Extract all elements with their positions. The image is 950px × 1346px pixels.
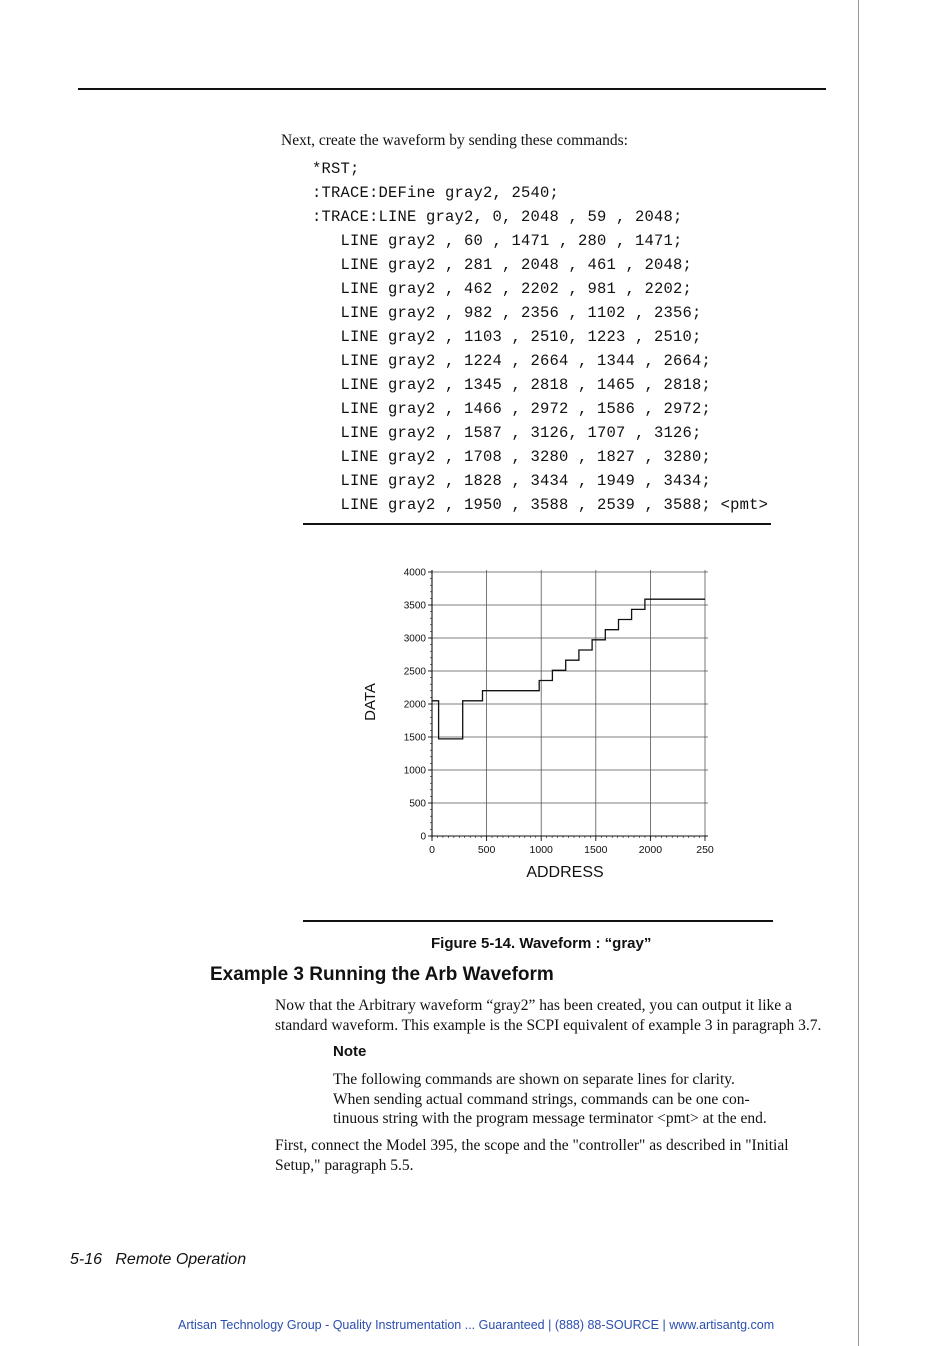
- code-line: LINE gray2 , 462 , 2202 , 981 , 2202;: [312, 280, 693, 298]
- code-line: LINE gray2 , 281 , 2048 , 461 , 2048;: [312, 256, 693, 274]
- chart-ticks: [404, 568, 714, 857]
- x-tick-label: 500: [477, 844, 496, 856]
- code-line: LINE gray2 , 60 , 1471 , 280 , 1471;: [312, 232, 683, 250]
- code-line: LINE gray2 , 1103 , 2510, 1223 , 2510;: [312, 328, 702, 346]
- figure-caption: Figure 5-14. Waveform : “gray”: [431, 935, 652, 952]
- section-body-line-1: Now that the Arbitrary waveform “gray2” has been created, you can output it like a: [275, 997, 792, 1014]
- y-tick-label: 3000: [403, 633, 426, 645]
- y-tick-label: 4000: [403, 567, 426, 579]
- x-tick-label: 1000: [529, 844, 553, 856]
- page-edge-line: [858, 0, 859, 1346]
- x-tick-label: 2000: [638, 844, 663, 856]
- chart-series: [432, 599, 705, 739]
- code-line: LINE gray2 , 1345 , 2818 , 1465 , 2818;: [312, 376, 712, 394]
- code-line: :TRACE:LINE gray2, 0, 2048 , 59 , 2048;: [312, 208, 683, 226]
- y-tick-label: 1500: [403, 732, 426, 744]
- code-line: LINE gray2 , 1587 , 3126, 1707 , 3126;: [312, 424, 702, 442]
- x-tick-label: 0: [429, 844, 435, 856]
- note-line-3: tinuous string with the program message terminator <pmt> at the end.: [333, 1110, 767, 1127]
- closing-line-1: First, connect the Model 395, the scope and the "controller" as described in "Initial: [275, 1137, 789, 1154]
- section-title: Example 3 Running the Arb Waveform: [210, 964, 554, 985]
- intro-text: Next, create the waveform by sending these commands:: [281, 132, 628, 149]
- y-tick-label: 3500: [403, 600, 426, 612]
- closing-line-2: Setup," paragraph 5.5.: [275, 1157, 414, 1174]
- page-footer-label: 5-16 Remote Operation: [70, 1251, 247, 1268]
- code-bottom-rule: [303, 523, 771, 525]
- code-line: LINE gray2 , 1950 , 3588 , 2539 , 3588; <pmt>: [312, 496, 769, 514]
- x-tick-label: 250: [696, 844, 714, 856]
- code-line: LINE gray2 , 1466 , 2972 , 1586 , 2972;: [312, 400, 712, 418]
- note-line-1: The following commands are shown on separate lines for clarity.: [333, 1071, 735, 1088]
- y-tick-label: 500: [409, 798, 426, 810]
- waveform-series-line: [432, 599, 705, 739]
- x-axis-label: ADDRESS: [526, 864, 604, 881]
- section-body-line-2: standard waveform. This example is the SCPI equivalent of example 3 in paragraph 3.7.: [275, 1017, 822, 1034]
- vendor-footer-link[interactable]: Artisan Technology Group - Quality Instrumentation ... Guaranteed | (888) 88-SOURCE | www.artisantg.com: [178, 1318, 775, 1332]
- y-tick-label: 0: [420, 831, 426, 843]
- top-rule: [78, 88, 826, 90]
- code-line: LINE gray2 , 1828 , 3434 , 1949 , 3434;: [312, 472, 712, 490]
- code-line: :TRACE:DEFine gray2, 2540;: [312, 184, 560, 202]
- y-axis-label: DATA: [362, 683, 379, 721]
- note-line-2: When sending actual command strings, commands can be one con-: [333, 1091, 750, 1108]
- waveform-chart: [355, 560, 725, 890]
- x-tick-label: 1500: [584, 844, 608, 856]
- code-line: LINE gray2 , 1708 , 3280 , 1827 , 3280;: [312, 448, 712, 466]
- y-tick-label: 2000: [403, 699, 426, 711]
- note-heading: Note: [333, 1043, 367, 1060]
- chart-grid: [432, 570, 708, 836]
- code-line: LINE gray2 , 1224 , 2664 , 1344 , 2664;: [312, 352, 712, 370]
- y-tick-label: 1000: [403, 765, 426, 777]
- code-line: LINE gray2 , 982 , 2356 , 1102 , 2356;: [312, 304, 702, 322]
- waveform-chart-svg: [355, 560, 725, 890]
- figure-rule: [303, 920, 773, 922]
- y-tick-label: 2500: [403, 666, 426, 678]
- code-line: *RST;: [312, 160, 360, 178]
